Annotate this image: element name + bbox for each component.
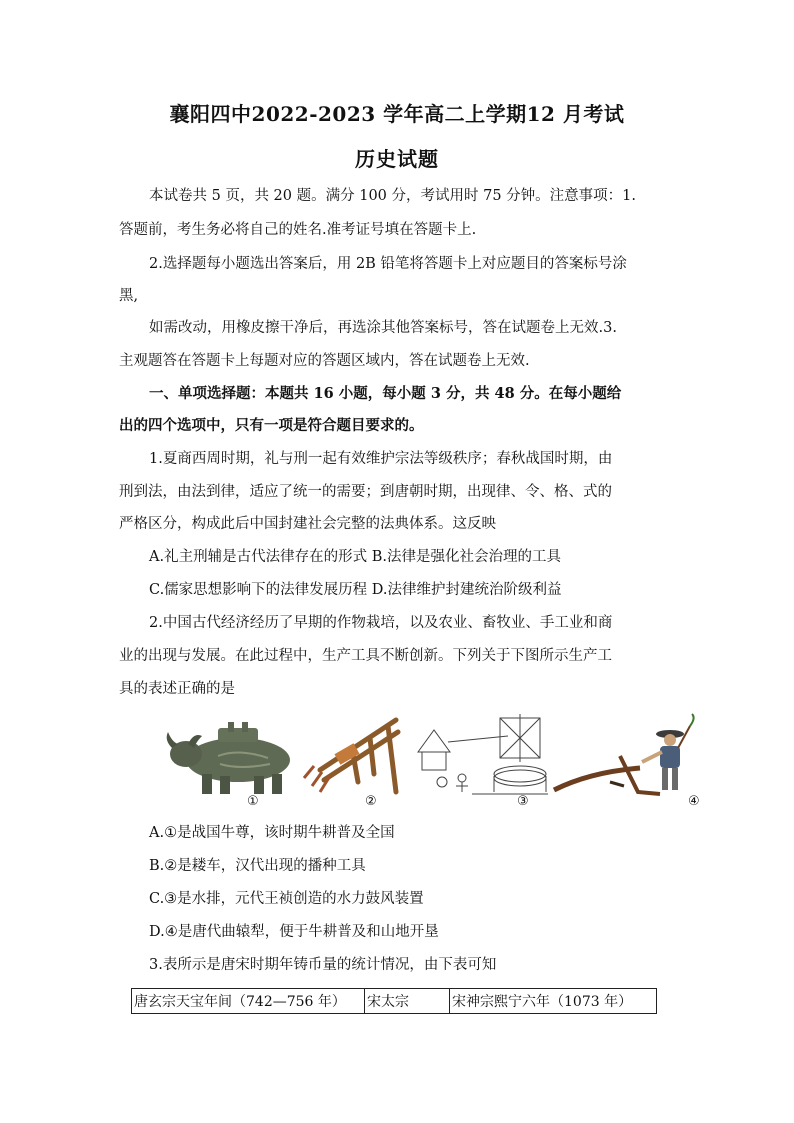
- instructions-line: 黑,: [119, 288, 139, 304]
- section-heading: 出的四个选项中，只有一项是符合题目要求的。: [119, 417, 424, 434]
- question-1-stem: 严格区分，构成此后中国封建社会完整的法典体系。这反映: [119, 516, 496, 532]
- instructions-line: 答题前，考生务必将自己的姓名.准考证号填在答题卡上.: [119, 222, 477, 238]
- question-1-stem: 刑到法，由法到律，适应了统一的需要；到唐朝时期，出现律、令、格、式的: [119, 484, 612, 500]
- table-header-cell: 唐玄宗天宝年间（742—756 年）: [132, 989, 365, 1014]
- instructions-line: 主观题答在答题卡上每题对应的答题区域内，答在试题卷上无效.: [119, 353, 530, 369]
- curved-plow-image: [550, 712, 700, 800]
- bronze-ox-zun-image: [158, 718, 306, 798]
- question-1-options: C.儒家思想影响下的法律发展历程 D.法律维护封建统治阶级利益: [149, 582, 562, 598]
- seed-drill-image: [300, 712, 410, 798]
- figure-label: ④: [688, 794, 700, 809]
- table-header-cell: 宋太宗: [365, 989, 450, 1014]
- question-2-stem: 业的出现与发展。在此过程中，生产工具不断创新。下列关于下图所示生产工: [119, 648, 612, 664]
- instructions-line: 如需改动，用橡皮擦干净后，再选涂其他答案标号，答在试题卷上无效.3.: [149, 320, 617, 336]
- question-2-option: B.②是耧车，汉代出现的播种工具: [149, 858, 366, 874]
- question-3-stem: 3.表所示是唐宋时期年铸币量的统计情况，由下表可知: [149, 957, 497, 973]
- section-heading: 一、单项选择题：本题共 16 小题，每小题 3 分，共 48 分。在每小题给: [149, 385, 622, 402]
- question-2-stem: 具的表述正确的是: [119, 681, 235, 697]
- coinage-table: [131, 988, 657, 1014]
- exam-title: 襄阳四中2022-2023 学年高二上学期12 月考试: [169, 102, 625, 126]
- question-2-option: A.①是战国牛尊，该时期牛耕普及全国: [149, 825, 395, 841]
- question-2-option: D.④是唐代曲辕犁，便于牛耕普及和山地开垦: [149, 924, 439, 940]
- table-row: [132, 989, 657, 1014]
- tools-figure: [150, 712, 710, 812]
- question-1-stem: 1.夏商西周时期，礼与刑一起有效维护宗法等级秩序；春秋战国时期，由: [149, 451, 613, 467]
- question-1-options: A.礼主刑辅是古代法律存在的形式 B.法律是强化社会治理的工具: [149, 549, 561, 565]
- figure-label: ③: [517, 794, 529, 809]
- instructions-line: 2.选择题每小题选出答案后，用 2B 铅笔将答题卡上对应题目的答案标号涂: [149, 256, 627, 272]
- instructions-line: 本试卷共 5 页，共 20 题。满分 100 分，考试用时 75 分钟。注意事项：1.: [149, 188, 637, 204]
- question-2-stem: 2.中国古代经济经历了早期的作物栽培，以及农业、畜牧业、手工业和商: [149, 615, 613, 631]
- exam-subtitle: 历史试题: [355, 147, 439, 171]
- figure-label: ②: [365, 794, 377, 809]
- water-bellows-drawing: [412, 712, 552, 800]
- table-header-cell: 宋神宗熙宁六年（1073 年）: [450, 989, 657, 1014]
- figure-label: ①: [247, 794, 259, 809]
- question-2-option: C.③是水排，元代王祯创造的水力鼓风装置: [149, 891, 424, 907]
